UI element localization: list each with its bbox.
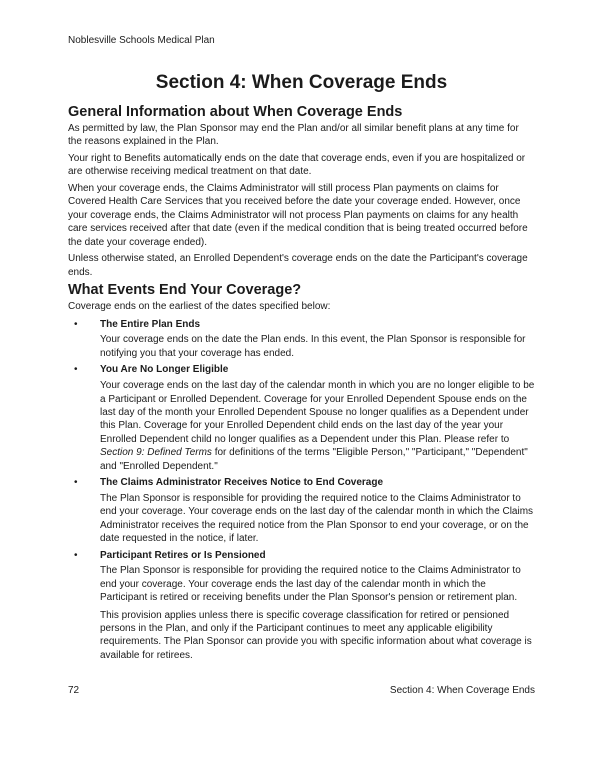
page-number: 72	[68, 685, 80, 696]
bullet-icon: •	[74, 476, 78, 488]
bullet-title: The Entire Plan Ends	[100, 318, 201, 330]
bullet-icon: •	[74, 364, 78, 376]
bullet-item-retires-or-pensioned	[68, 549, 535, 663]
bullet-paragraph	[100, 379, 535, 473]
bullet-item-no-longer-eligible	[68, 363, 535, 473]
bullet-title: The Claims Administrator Receives Notice to End Coverage	[100, 476, 384, 488]
bullet-list	[68, 318, 535, 663]
bullet-list-intro: Coverage ends on the earliest of the dates specified below:	[68, 301, 331, 312]
italic-text-run: Section 9: Defined Terms	[100, 447, 212, 459]
page-title: Section 4: When Coverage Ends	[155, 71, 448, 93]
page-footer	[68, 684, 535, 698]
section-heading-general-information: General Information about When Coverage Ends	[68, 103, 403, 120]
bullet-paragraph: Your coverage ends on the date the Plan ends. In this event, the Plan Sponsor is responsible for notifying you that your coverage has ended.	[100, 334, 526, 359]
bullet-item-entire-plan-ends	[68, 318, 535, 361]
bullet-title: You Are No Longer Eligible	[100, 364, 229, 376]
text-run: for definitions of the terms "Eligible Person," "Participant," "Dependent" and "Enrolled Dependent."	[100, 447, 528, 472]
paragraph: As permitted by law, the Plan Sponsor may end the Plan and/or all similar benefit plans at any time for the reasons explained in the Plan.	[68, 122, 519, 147]
paragraph: Unless otherwise stated, an Enrolled Dependent's coverage ends on the date the Participant's coverage ends.	[68, 253, 528, 278]
bullet-title: Participant Retires or Is Pensioned	[100, 549, 266, 561]
bullet-paragraph: The Plan Sponsor is responsible for providing the required notice to the Claims Administrator to end your coverage. Your coverage ends on the last day of the calendar month in which the Claims Administrator receives the required notice from the Plan Sponsor to end your coverage, or on the date requested in the notice, if later.	[100, 492, 534, 545]
bullet-paragraph: The Plan Sponsor is responsible for providing the required notice to the Claims Administrator to end your coverage. Your coverage ends the last day of the calendar month in which the Participant is retired or receiving benefits under the Plan Sponsor's pension or retirement plan.	[100, 565, 521, 604]
running-header: Noblesville Schools Medical Plan	[68, 35, 215, 46]
bullet-paragraph: This provision applies unless there is specific coverage classification for retired or pensioned persons in the Plan, and only if the Participant continues to meet any applicable eligibility requirements. The Plan Sponsor can provide you with specific information about what coverage is available for retirees.	[100, 609, 532, 661]
bullet-icon: •	[74, 318, 78, 330]
page-content	[68, 0, 535, 662]
bullet-item-notice-to-end-coverage	[68, 476, 535, 546]
paragraph: When your coverage ends, the Claims Administrator will still process Plan payments on claims for Covered Health Care Services that you received before the date your coverage ended. However, once your coverage ends, the Claims Administrator will not process Plan payments on claims for any health care services received after that date (even if the medical condition that is being treated occurred before the date your coverage ended).	[68, 182, 528, 248]
paragraph: Your right to Benefits automatically ends on the date that coverage ends, even if you are hospitalized or are otherwise receiving medical treatment on that date.	[68, 152, 526, 177]
footer-section-label: Section 4: When Coverage Ends	[389, 685, 535, 696]
bullet-icon: •	[74, 549, 78, 561]
section-heading-what-events: What Events End Your Coverage?	[68, 282, 302, 298]
text-run: Your coverage ends on the last day of the calendar month in which you are no longer eligible to be a Participant or Enrolled Dependent. Coverage for your Enrolled Dependent Spouse ends on the last day of the month your Enrolled Dependent Spouse no longer qualifies as a Dependent under this Plan. Coverage for your Enrolled Dependent child ends on the last day of the year your Enrolled Dependent child no longer qualifies as a Dependent under this Plan. Please refer to	[100, 380, 535, 445]
